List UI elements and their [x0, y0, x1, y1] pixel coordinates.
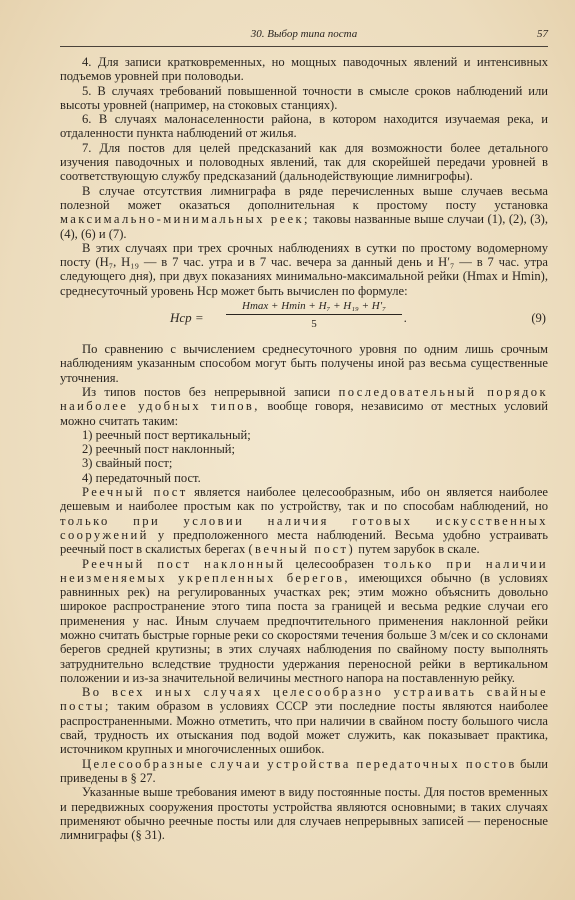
paragraph-text: у предположенного места наблюдений. Весьма удобно устраивать реечный пост в скалистых берегах [60, 527, 548, 557]
paragraph: 6. В случаях малонаселенности района, в котором находится изучаемая река, и отдаленности пункта наблюдений от жилья. [60, 112, 548, 141]
formula-9 [60, 299, 548, 339]
paragraph-text: имеющихся обычно (в условиях равнинных рек) на регулированных участках рек; этим можно объяснить довольно широкое распространение этого типа поста за границей и весьма редкие случаи его применения у нас. Иным случаем предпочтительного применения наклонной рейки можно считать быстрые горные реки со скоростями течения больше 3 м/сек и со склонами берегов средней крутизны; в этих случаях наблюдения по свайному посту выполнять затруднительно вследствие трудности удержания переносной рейки в вертикальном положении и из-за значительной величины местного напора на поставленную рейку. [60, 570, 548, 685]
paragraph-text: были приведены в § 27. [60, 756, 548, 785]
paragraph [60, 184, 548, 241]
paragraph [60, 685, 548, 756]
paragraph-text: путем зарубок в скале. [358, 542, 480, 557]
page-number: 57 [537, 28, 548, 40]
paragraph-text: вообще говоря, независимо от местных условий можно считать таким: [60, 399, 548, 428]
paragraph-text: В случае отсутствия лимниграфа в ряде перечисленных выше случаев весьма полезной может оказаться дополнительная к простому посту установка [60, 183, 548, 212]
formula-lhs: Hср = [170, 310, 204, 326]
paragraph [60, 557, 548, 686]
formula-denominator: 5 [311, 318, 317, 331]
paragraph-text: является наиболее целесообразным, ибо он является наиболее дешевым и наиболее простым как по устройству, так и по способам наблюдений, но [60, 485, 548, 514]
spaced-emphasis: Реечный пост [82, 485, 188, 500]
paragraph-text: таким образом в условиях СССР эти последние посты являются наиболее распространенными. Можно отметить, что при наличии в свайном посту большого числа свай, трудность их отыскания под водой может служить, как показывает практика, источником крупных и многочисленных ошибок. [60, 699, 548, 757]
spaced-emphasis: (вечный пост) [248, 542, 356, 557]
list-item: 3) свайный пост; [82, 456, 173, 471]
list-item: 4) передаточный пост. [82, 470, 201, 485]
paragraph: Указанные выше требования имеют в виду постоянные посты. Для постов временных и передвижных сооружения простоты устройства являются основными; в таких случаях применяют обычно реечные посты или для случаев непрерывных записей — переносные лимниграфы (§ 31). [60, 785, 548, 843]
paragraph: В этих случаях при трех срочных наблюдениях в сутки по простому водомерному посту (H₇, H₁₉ — в 7 час. утра и в 7 час. вечера за данный день и H′₇ — в 7 час. утра следующего дня), при двух показаниях минимально-максимальной рейки (Hmax и Hmin), среднесуточный уровень Hср может быть вычислен по формуле: [60, 240, 548, 298]
spaced-emphasis: только при наличии неизменяемых укрепленных берегов, [60, 556, 548, 585]
paragraph [60, 385, 548, 428]
paragraph [60, 485, 548, 556]
paragraph: 5. В случаях требований повышенной точности в смысле сроков наблюдений или высоты уровней (например, на стоковых станциях). [60, 83, 548, 112]
formula-period: . [404, 311, 408, 326]
paragraph-text: целесообразен [295, 556, 374, 571]
list-item: 1) реечный пост вертикальный; [82, 427, 251, 442]
paragraph: 4. Для записи кратковременных, но мощных паводочных явлений и интенсивных подъемов уровней при половодьи. [60, 55, 548, 84]
section-title: 30. Выбор типа поста [250, 28, 358, 40]
paragraph [60, 757, 548, 786]
paragraph: 7. Для постов для целей предсказаний как для возможности более детального изучения паводочных и половодных явлений, так для скорейшей передачи уровней в соответствующую службу предсказаний (дальнодействующие лимнигрофы). [60, 140, 548, 184]
spaced-emphasis: только при условии наличия готовых искусственных сооружений [60, 513, 548, 542]
running-header [60, 26, 548, 47]
list-item: 2) реечный пост наклонный; [82, 442, 236, 457]
formula-numerator: Hmax + Hmin + H₇ + H₁₉ + H′₇ [226, 299, 402, 315]
spaced-emphasis: Целесообразные случаи устройства передаточных постов [82, 756, 517, 771]
spaced-emphasis: максимально-минимальных реек; [60, 212, 310, 227]
spaced-emphasis: Реечный пост наклонный [82, 556, 286, 571]
formula-fraction [226, 299, 402, 332]
paragraph-text: таковы названные выше случаи (1), (2), (3), (4), (6) и (7). [60, 212, 548, 241]
paragraph: По сравнению с вычислением среднесуточного уровня по одним лишь срочным наблюдениям указанным способом могут быть получены иной раз весьма существенные уточнения. [60, 342, 548, 385]
page-body [60, 55, 548, 842]
spaced-emphasis: Во всех иных случаях целесообразно устраивать свайные посты; [60, 685, 548, 714]
spaced-emphasis: последовательный порядок наиболее удобных типов, [60, 384, 548, 414]
equation-number: (9) [531, 311, 546, 326]
paragraph-text: Из типов постов без непрерывной записи [82, 384, 331, 399]
